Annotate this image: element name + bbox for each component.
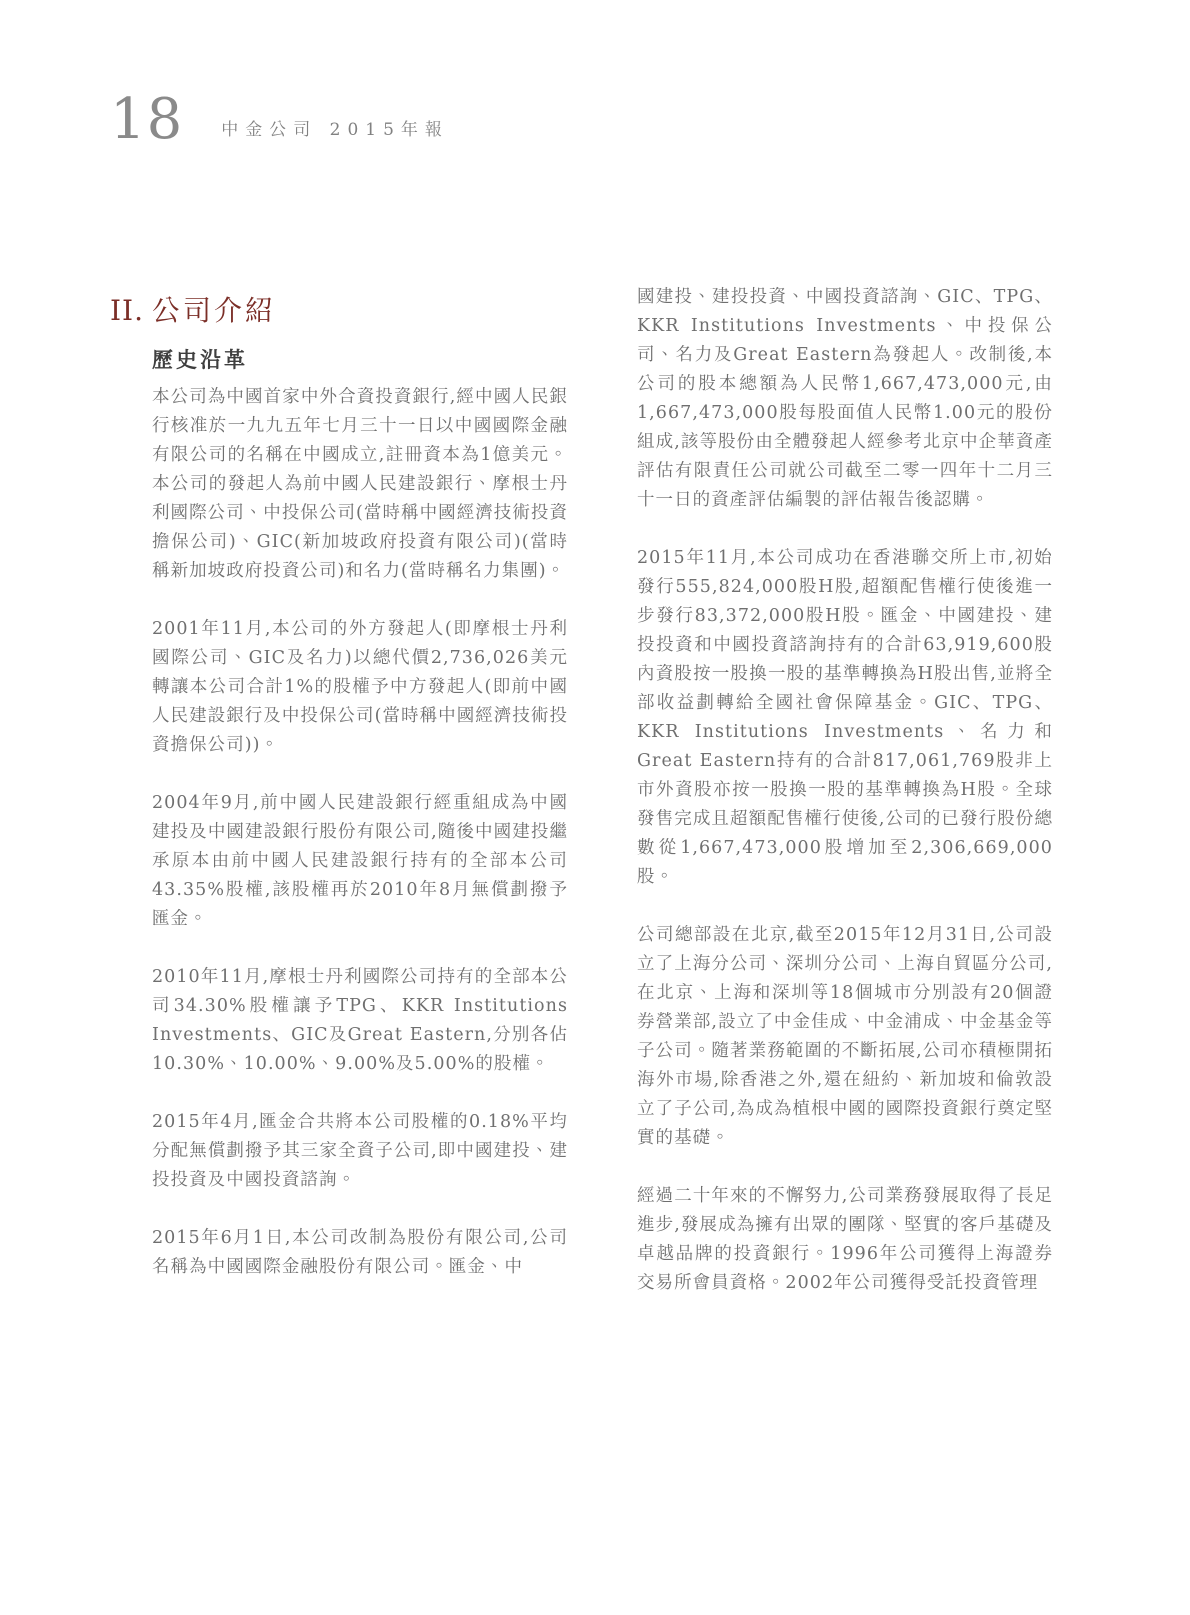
section-numeral: II. bbox=[110, 294, 145, 327]
section-title: 公司介紹 bbox=[152, 294, 277, 327]
paragraph-twenty-years: 經過二十年來的不懈努力,公司業務發展取得了長足進步,發展成為擁有出眾的團隊、堅實的客戶基礎及卓越品牌的投資銀行。1996年公司獲得上海證券交易所會員資格。2002年公司獲得受託投資管理 bbox=[637, 1186, 1053, 1293]
paragraph-2001-transfer: 2001年11月,本公司的外方發起人(即摩根士丹利國際公司、GIC及名力)以總代價2,736,026美元轉讓本公司合計1%的股權予中方發起人(即前中國人民建設銀行及中投保公司(當時稱中國經濟技術投資擔保公司))。 bbox=[152, 619, 568, 755]
paragraph-2010-stake-sale: 2010年11月,摩根士丹利國際公司持有的全部本公司34.30%股權讓予TPG、KKR Institutions Investments、GIC及Great Eastern,分別各佔10.30%、10.00%、9.00%及5.00%的股權。 bbox=[152, 967, 568, 1074]
paragraph-2004-restructure: 2004年9月,前中國人民建設銀行經重組成為中國建投及中國建設銀行股份有限公司,隨後中國建投繼承原本由前中國人民建設銀行持有的全部本公司43.35%股權,該股權再於2010年8月無償劃撥予匯金。 bbox=[152, 793, 568, 929]
section-heading bbox=[110, 293, 276, 329]
paragraph-2015-april: 2015年4月,匯金合共將本公司股權的0.18%平均分配無償劃撥予其三家全資子公司,即中國建投、建投投資及中國投資諮詢。 bbox=[152, 1112, 568, 1190]
paragraph-2015-june: 2015年6月1日,本公司改制為股份有限公司,公司名稱為中國國際金融股份有限公司。匯金、中 bbox=[152, 1228, 568, 1277]
right-column bbox=[637, 283, 1053, 1298]
paragraph-history-founding: 本公司為中國首家中外合資投資銀行,經中國人民銀行核准於一九九五年七月三十一日以中國國際金融有限公司的名稱在中國成立,註冊資本為1億美元。本公司的發起人為前中國人民建設銀行、摩根士丹利國際公司、中投保公司(當時稱中國經濟技術投資擔保公司)、GIC(新加坡政府投資有限公司)(當時稱新加坡政府投資公司)和名力(當時稱名力集團)。 bbox=[152, 387, 568, 581]
paragraph-shareholding-reform: 國建投、建投投資、中國投資諮詢、GIC、TPG、KKR Institutions Investments、中投保公司、名力及Great Eastern為發起人。改制後,本公司的股本總額為人民幣1,667,473,000元,由1,667,473,000股每股面值人民幣1.00元的股份組成,該等股份由全體發起人經參考北京中企華資產評估有限責任公司就公司截至二零一四年十二月三十一日的資產評估編製的評估報告後認購。 bbox=[637, 287, 1053, 510]
subsection-title: 歷史沿革 bbox=[152, 347, 248, 372]
page-header bbox=[110, 87, 449, 152]
paragraph-headquarters-network: 公司總部設在北京,截至2015年12月31日,公司設立了上海分公司、深圳分公司、上海自貿區分公司,在北京、上海和深圳等18個城市分別設有20個證券營業部,設立了中金佳成、中金浦成、中金基金等子公司。隨著業務範圍的不斷拓展,公司亦積極開拓海外市場,除香港之外,還在紐約、新加坡和倫敦設立了子公司,為成為植根中國的國際投資銀行奠定堅實的基礎。 bbox=[637, 925, 1053, 1148]
left-column bbox=[152, 383, 568, 1282]
report-title: 中金公司 2015年報 bbox=[221, 120, 449, 140]
page-number: 18 bbox=[110, 87, 184, 152]
paragraph-2015-ipo: 2015年11月,本公司成功在香港聯交所上市,初始發行555,824,000股H股,超額配售權行使後進一步發行83,372,000股H股。匯金、中國建投、建投投資和中國投資諮詢持有的合計63,919,600股內資股按一股換一股的基準轉換為H股出售,並將全部收益劃轉給全國社會保障基金。GIC、TPG、KKR Institutions Investments、名力和Great Eastern持有的合計817,061,769股非上市外資股亦按一股換一股的基準轉換為H股。全球發售完成且超額配售權行使後,公司的已發行股份總數從1,667,473,000股增加至2,306,669,000股。 bbox=[637, 548, 1053, 887]
